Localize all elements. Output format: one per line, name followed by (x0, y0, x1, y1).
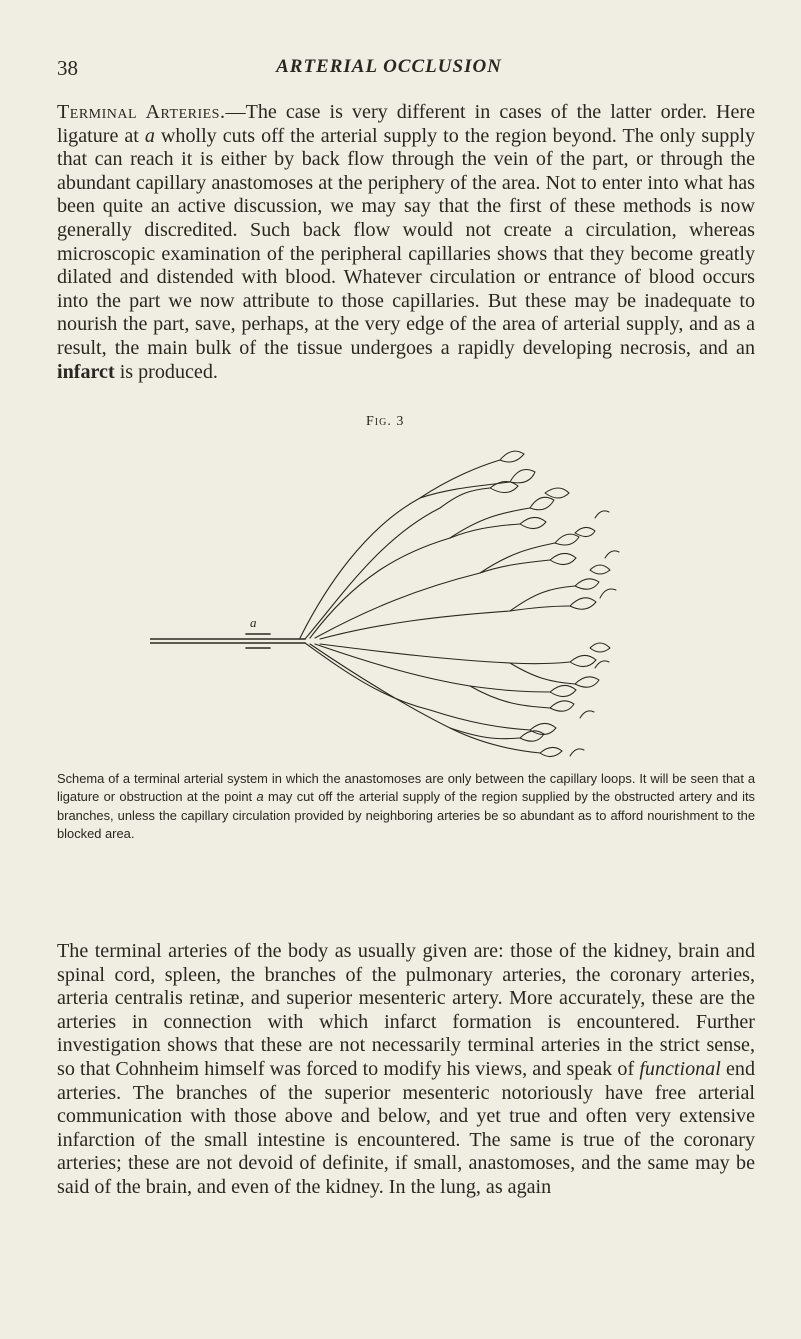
paragraph-end-arteries (57, 940, 755, 1200)
caption-text-a: Schema of a terminal arterial system in which the anastomoses are only between the capillary loops. It will be seen that a ligature or obstruction at the point (57, 771, 755, 805)
running-title: ARTERIAL OCCLUSION (276, 56, 502, 77)
point-a-label: a (250, 615, 257, 630)
paragraph1-text-b: wholly cuts off the arterial supply to the region beyond. The only supply that can reach it is either by back flow through the vein of the part, or through the abundant capillary anastomoses at the periphery of the area. Not to enter into what has been quite an active discussion, we may say that the first of these methods is now generally discredited. Such back flow would not create a circulation, whereas microscopic examination of the peripheral capillaries shows that they become greatly dilated and distended with blood. Whatever circulation or entrance of blood occurs into the part we now attribute to those capillaries. But these may be inadequate to nourish the part, save, perhaps, at the very edge of the area of arterial supply, and as a result, the main bulk of the tissue undergoes a rapidly developing necrosis, and an (57, 124, 756, 359)
paragraph2-text-a: The terminal arteries of the body as usually given are: those of the kidney, brain and spinal cord, spleen, the branches of the pulmonary arteries, the coronary arteries, arteria centralis retinæ, and superior mesenteric artery. More accurately, these are the arteries in connection with which infarct formation is encountered. Further investigation shows that these are not necessarily terminal arteries in the strict sense, so that Cohnheim himself was forced to modify his views, and speak of (57, 940, 755, 1080)
section-lead-in: Terminal Arteries. (57, 101, 226, 123)
infarct-term: infarct (57, 360, 115, 383)
caption-text-b: may cut off the arterial supply of the region supplied by the obstructed artery and its branches, unless the capillary circulation provided by neighboring arteries be so abundant as to afford nourishment to the blocked area. (57, 789, 755, 842)
page-number: 38 (57, 56, 78, 80)
arterial-schema-drawing (150, 438, 710, 768)
page-header (57, 56, 721, 86)
paragraph2-text-b: end arteries. The branches of the superior mesenteric notoriously have free arterial communication with those above and below, and yet true and often very extensive infarction of the small intestine is encountered. The same is true of the coronary arteries; these are not devoid of definite, if small, anastomoses, and the same may be said of the brain, and even of the kidney. In the lung, as again (57, 1057, 755, 1198)
paragraph1-text-a: —The case is very different in cases of the latter order. Here ligature at (57, 101, 755, 147)
paragraph-terminal-arteries (57, 101, 755, 384)
paragraph1-text-c: is produced. (114, 360, 218, 383)
figure-caption (57, 770, 755, 844)
functional-term: functional (639, 1057, 721, 1080)
arterial-schema-figure (150, 438, 710, 768)
caption-point-ref: a (256, 789, 264, 805)
figure-label: Fig. 3 (366, 414, 405, 429)
ligature-point-ref: a (144, 124, 155, 147)
